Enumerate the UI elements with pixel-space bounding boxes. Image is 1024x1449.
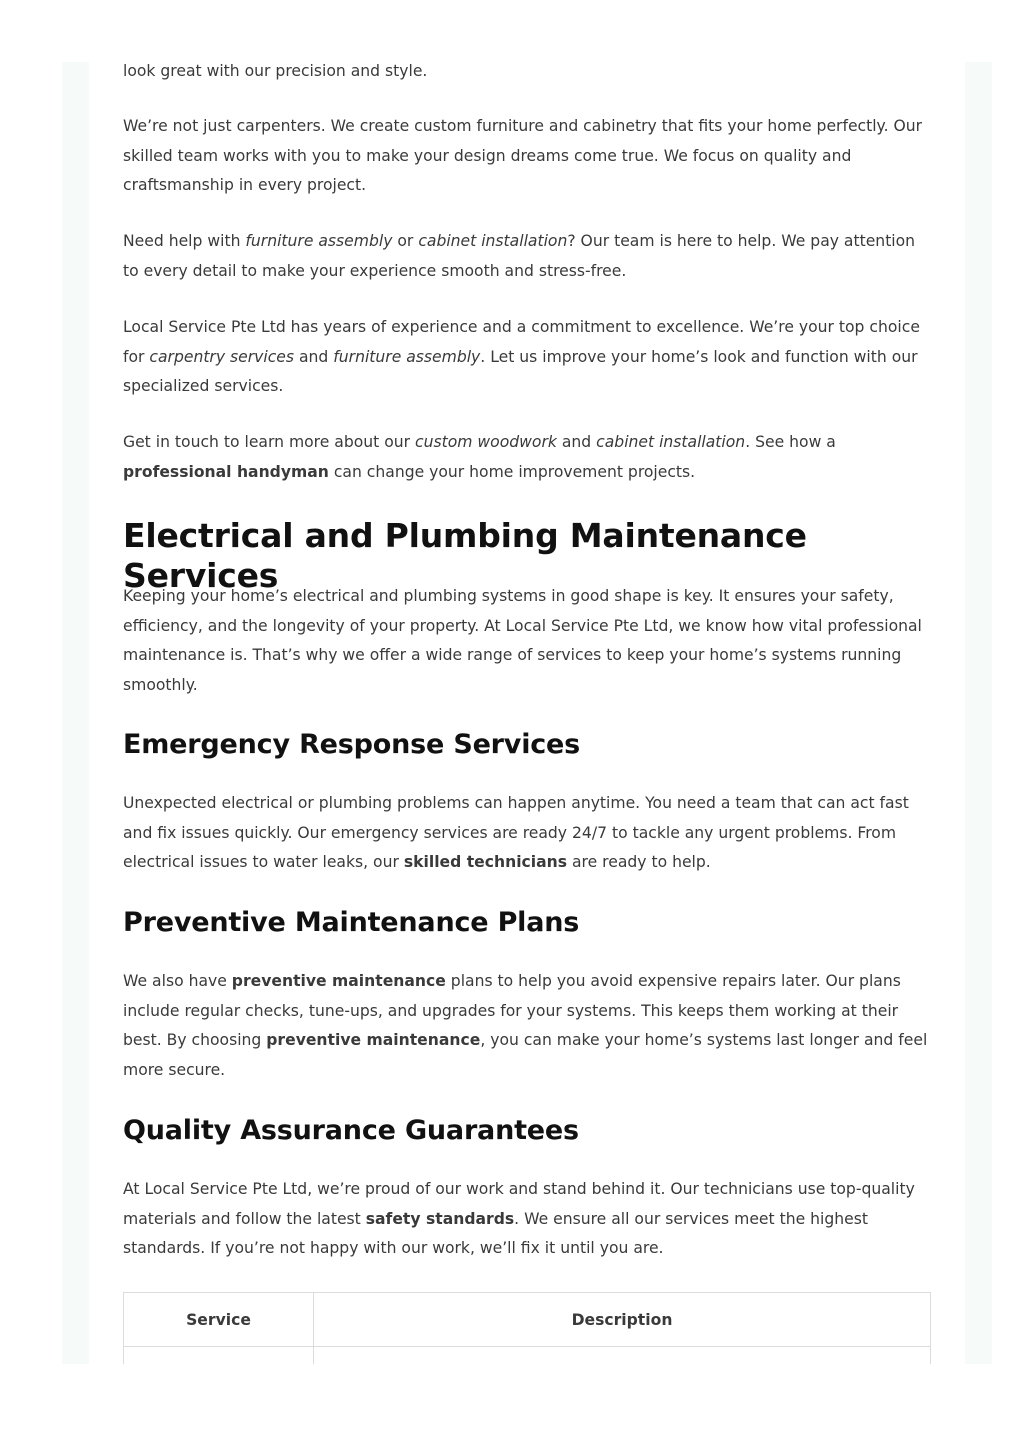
- paragraph-intro-tail: look great with our precision and style.: [123, 62, 428, 80]
- paragraph-custom-furniture: We’re not just carpenters. We create custom furniture and cabinetry that fits your home perfectly. Our skilled team works with you to make your design dreams come true. We focus on quality and craftsmanship in every project.: [123, 117, 923, 195]
- paragraph-electrical-intro: Keeping your home’s electrical and plumbing systems in good shape is key. It ensures your safety, efficiency, and the longevity of your property. At Local Service Pte Ltd, we know how vital professional maintenance is. That’s why we offer a wide range of services to keep your home’s systems running smoothly.: [123, 587, 922, 694]
- heading-emergency-response: Emergency Response Services: [123, 729, 581, 760]
- table-header-row: [124, 1293, 931, 1347]
- table-cell: [314, 1347, 931, 1365]
- services-table: [123, 1292, 931, 1364]
- table-cell: [124, 1347, 314, 1365]
- paragraph-assembly-help: Need help with furniture assembly or cabinet installation? Our team is here to help. We pay attention to every detail to make your experience smooth and stress-free.: [123, 232, 916, 280]
- heading-quality-assurance: Quality Assurance Guarantees: [123, 1115, 579, 1146]
- heading-electrical-plumbing: Electrical and Plumbing Maintenance Services: [123, 516, 807, 595]
- paragraph-quality: At Local Service Pte Ltd, we’re proud of our work and stand behind it. Our technicians use top-quality materials and follow the latest safety standards. We ensure all our services meet the highest standards. If you’re not happy with our work, we’ll fix it until you are.: [123, 1180, 915, 1258]
- heading-preventive-maintenance: Preventive Maintenance Plans: [123, 907, 580, 938]
- column-header-description: Description: [314, 1293, 931, 1347]
- column-header-service: Service: [124, 1293, 314, 1347]
- table-row: [124, 1347, 931, 1365]
- paragraph-experience: Local Service Pte Ltd has years of experience and a commitment to excellence. We’re your top choice for carpentry services and furniture assembly. Let us improve your home’s look and function with our specialized services.: [123, 318, 920, 396]
- article-content: [123, 0, 935, 1364]
- page-side-margin-left: [62, 62, 89, 1364]
- paragraph-preventive: We also have preventive maintenance plans to help you avoid expensive repairs later. Our plans include regular checks, tune-ups, and upgrades for your systems. This keeps them working at their best. By choosing preventive maintenance, you can make your home’s systems last longer and feel more secure.: [123, 972, 928, 1079]
- paragraph-emergency: Unexpected electrical or plumbing problems can happen anytime. You need a team that can act fast and fix issues quickly. Our emergency services are ready 24/7 to tackle any urgent problems. From electrical issues to water leaks, our skilled technicians are ready to help.: [123, 794, 909, 872]
- page-side-margin-right: [965, 62, 992, 1364]
- paragraph-get-in-touch: Get in touch to learn more about our custom woodwork and cabinet installation. See how a professional handyman can change your home improvement projects.: [123, 433, 836, 481]
